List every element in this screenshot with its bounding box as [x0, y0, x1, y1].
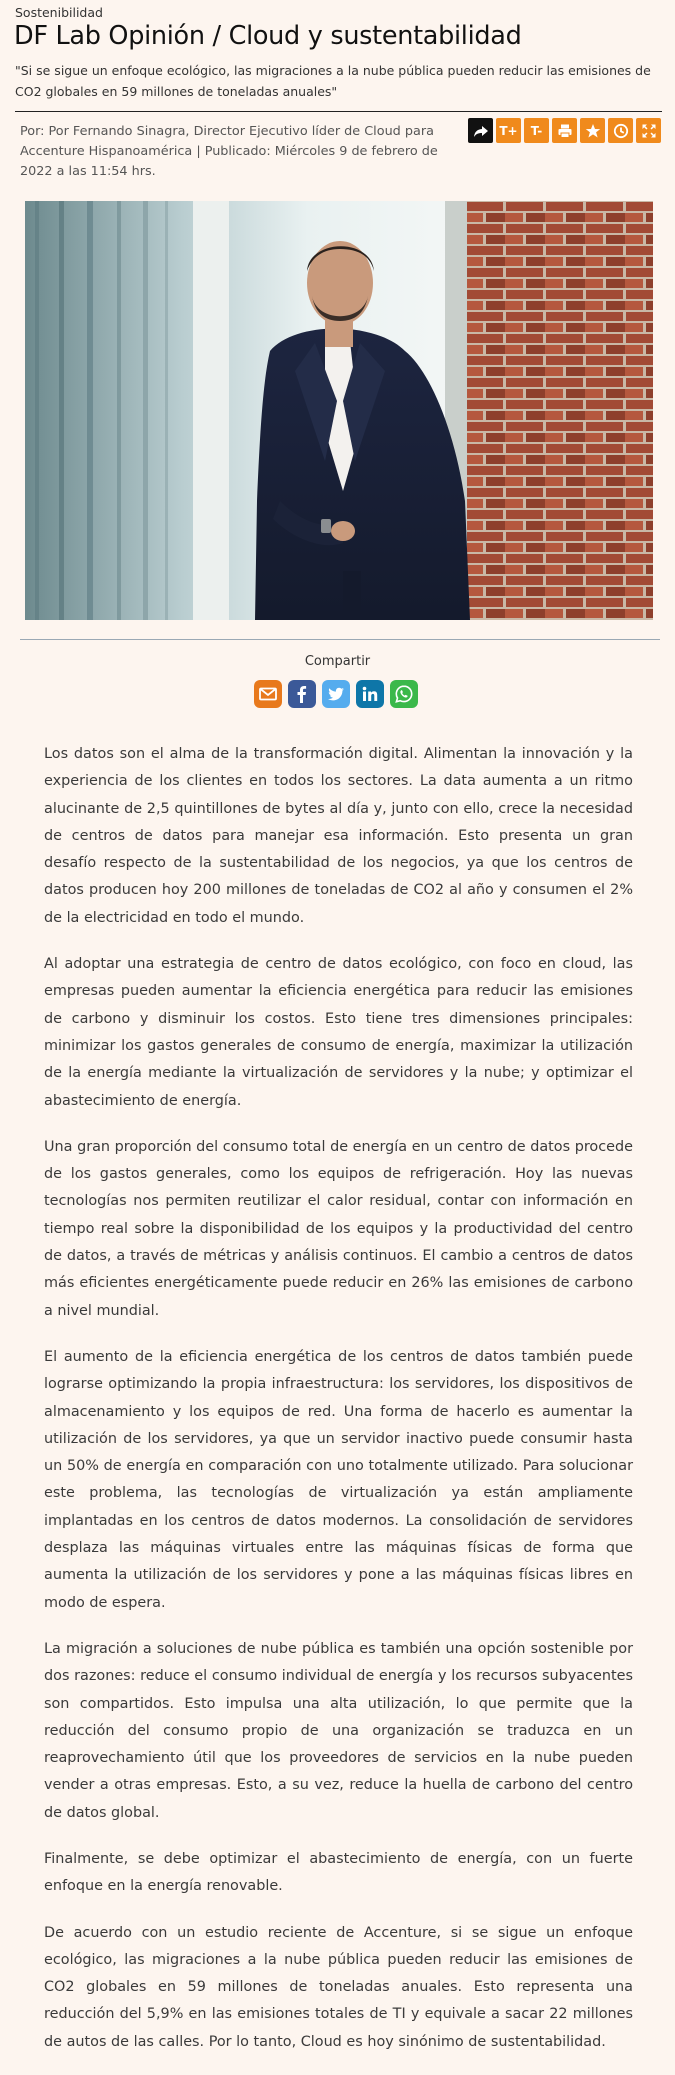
article-paragraph: De acuerdo con un estudio reciente de Accenture, si se sigue un enfoque ecológico, las migraciones a la nube pública pueden reducir las emisiones de CO2 globales en 59 millones de toneladas anuales. Esto representa una reducción del 5,9% en las emisiones totales de TI y equivale a sacar 22 millones de autos de las calles. Por lo tanto, Cloud es hoy sinónimo de sustentabilidad.	[44, 1924, 633, 2050]
article-byline: Por: Por Fernando Sinagra, Director Ejecutivo líder de Cloud para Accenture Hispanoamérica | Publicado: Miércoles 9 de febrero de 2022 a las 11:54 hrs.	[20, 124, 438, 179]
page-title: DF Lab Opinión / Cloud y sustentabilidad	[14, 21, 522, 51]
expand-icon[interactable]	[636, 118, 661, 143]
article-toolbar	[468, 118, 661, 143]
article-hero-photo	[25, 201, 653, 620]
linkedin-icon[interactable]	[356, 680, 384, 708]
envelope-icon[interactable]	[254, 680, 282, 708]
article-paragraph: Una gran proporción del consumo total de energía en un centro de datos procede de los gastos generales, como los equipos de refrigeración. Hoy las nuevas tecnologías nos permiten reutilizar el calor residual, contar con información en tiempo real sobre la disponibilidad de los equipos y la productividad del centro de datos, a través de métricas y análisis continuos. El cambio a centros de datos más eficientes energéticamente puede reducir en 26% las emisiones de carbono a nivel mundial.	[44, 1138, 633, 1319]
article-paragraph: Los datos son el alma de la transformación digital. Alimentan la innovación y la experiencia de los clientes en todos los sectores. La data aumenta a un ritmo alucinante de 2,5 quintillones de bytes al día y, junto con ello, crece la necesidad de centros de datos para manejar esa información. Esto presenta un gran desafío respecto de la sustentabilidad de los negocios, ya que los centros de datos producen hoy 200 millones de toneladas de CO2 al año y consumen el 2% de la electricidad en todo el mundo.	[44, 746, 633, 926]
article-paragraph: La migración a soluciones de nube pública es también una opción sostenible por dos razones: reduce el consumo individual de energía y los recursos subyacentes son compartidos. Esto impulsa una alta utilización, lo que permite que la reducción del consumo propio de una organización se traduzca en un reaprovechamiento útil que los proveedores de servicios en la nube pueden vender a otras empresas. Esto, a su vez, reduce la huella de carbono del centro de datos global.	[44, 1640, 633, 1821]
share-label: Compartir	[304, 654, 371, 669]
printer-icon[interactable]	[552, 118, 577, 143]
whatsapp-icon[interactable]	[390, 680, 418, 708]
star-icon[interactable]	[580, 118, 605, 143]
font-decrease-button[interactable]: T-	[524, 118, 549, 143]
share-divider	[20, 639, 660, 640]
share-arrow-icon[interactable]	[468, 118, 493, 143]
clock-icon[interactable]	[608, 118, 633, 143]
twitter-icon[interactable]	[322, 680, 350, 708]
section-label[interactable]: Sostenibilidad	[15, 5, 103, 20]
article-subtitle: "Si se sigue un enfoque ecológico, las migraciones a la nube pública pueden reducir las emisiones de CO2 globales en 59 millones de toneladas anuales"	[15, 63, 651, 99]
header-divider	[15, 111, 662, 112]
article-paragraph: El aumento de la eficiencia energética de los centros de datos también puede lograrse optimizando la propia infraestructura: los servidores, los dispositivos de almacenamiento y los equipos de red. Una forma de hacerlo es aumentar la utilización de los servidores, ya que un servidor inactivo puede consumir hasta un 50% de energía en comparación con uno totalmente utilizado. Para solucionar este problema, las tecnologías de virtualización ya están ampliamente implantadas en los centros de datos modernos. La consolidación de servidores desplaza las máquinas virtuales entre las máquinas físicas de forma que aumenta la utilización de los servidores y pone a las máquinas físicas libres en modo de espera.	[44, 1348, 633, 1611]
share-buttons	[254, 680, 418, 708]
article-body	[44, 741, 633, 2075]
article-paragraph: Al adoptar una estrategia de centro de datos ecológico, con foco en cloud, las empresas pueden aumentar la eficiencia energética para reducir las emisiones de carbono y disminuir los costos. Esto tiene tres dimensiones principales: minimizar los gastos generales de consumo de energía, maximizar la utilización de la energía mediante la virtualización de servidores y la nube; y optimizar el abastecimiento de energía.	[44, 956, 633, 1109]
facebook-icon[interactable]	[288, 680, 316, 708]
font-increase-button[interactable]: T+	[496, 118, 521, 143]
article-paragraph: Finalmente, se debe optimizar el abastecimiento de energía, con un fuerte enfoque en la energía renovable.	[44, 1850, 633, 1895]
